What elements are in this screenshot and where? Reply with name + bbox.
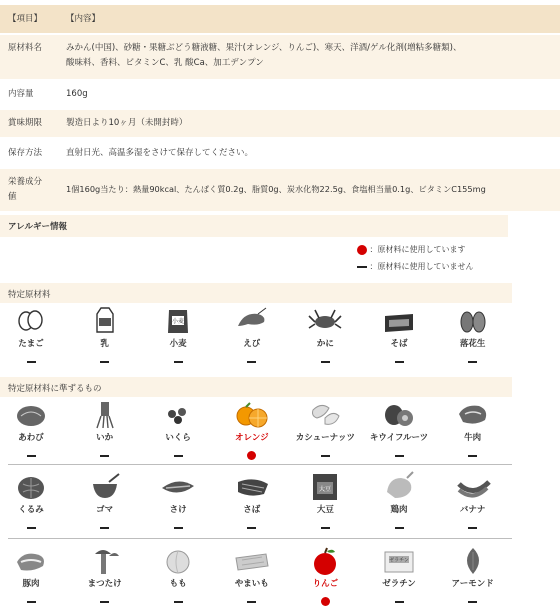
allergen-mark	[287, 517, 363, 529]
allergen-name: ゼラチン	[382, 579, 416, 589]
allergen-mark	[361, 351, 437, 363]
not-used-dash-icon	[468, 527, 477, 529]
allergen-name: 落花生	[459, 339, 486, 349]
spec-row-value-line: みかん(中国)、砂糖・果糖ぶどう糖液糖、果汁(オレンジ、りんご)、寒天、洋酒/ゲル化剤(増粘多糖類)、	[66, 43, 462, 53]
spec-row-label-line: 栄養成分	[8, 177, 43, 187]
allergy-title-bar	[0, 215, 508, 237]
allergen-item	[435, 544, 511, 603]
allergy-title: アレルギー情報	[8, 222, 67, 232]
allergen-item	[214, 398, 290, 457]
allergen-name: キウイフルーツ	[369, 433, 429, 443]
sesame-icon	[87, 470, 123, 504]
allergen-name: いくら	[165, 433, 191, 443]
allergen-mark	[0, 445, 69, 457]
not-used-dash-icon	[247, 361, 256, 363]
allergen-item	[361, 470, 437, 529]
allergen-name: いか	[96, 433, 114, 443]
not-used-dash-icon	[100, 601, 109, 603]
allergen-item	[67, 544, 143, 603]
allergen-name: 牛肉	[464, 433, 482, 443]
svg-text:小麦: 小麦	[172, 318, 185, 325]
allergen-name: オレンジ	[235, 433, 269, 443]
soba-icon	[381, 304, 417, 338]
not-used-dash-icon	[174, 527, 183, 529]
quasi-title-bar	[0, 377, 512, 397]
allergen-name: 鶏肉	[390, 505, 408, 515]
spec-row-label: 原材料名	[8, 43, 43, 53]
soybean-icon	[307, 470, 343, 504]
allergen-item	[67, 470, 143, 529]
svg-text:大豆: 大豆	[319, 486, 332, 493]
not-used-dash-icon	[27, 601, 36, 603]
chicken-icon	[381, 470, 417, 504]
allergen-name: もも	[169, 579, 187, 589]
not-used-dash-icon	[247, 527, 256, 529]
apple-icon	[307, 544, 343, 578]
svg-text:ゼラチン: ゼラチン	[389, 557, 409, 564]
allergen-item	[0, 304, 69, 363]
spec-row-value	[66, 41, 556, 71]
allergen-name: くるみ	[18, 505, 44, 515]
not-used-dash-icon	[321, 455, 330, 457]
allergen-item	[140, 398, 216, 457]
allergen-mark	[287, 351, 363, 363]
row-divider	[8, 464, 512, 465]
pork-icon	[13, 544, 49, 578]
specific-title: 特定原材料	[8, 290, 51, 300]
peach-icon	[160, 544, 196, 578]
not-used-dash-icon	[395, 601, 404, 603]
allergen-name: 豚肉	[22, 579, 40, 589]
allergen-item	[0, 544, 69, 603]
allergen-mark	[435, 445, 511, 457]
allergen-name: 小麦	[169, 339, 187, 349]
allergen-mark	[435, 517, 511, 529]
used-dot-icon	[357, 245, 367, 255]
spec-row-label	[8, 175, 42, 205]
not-used-dash-icon	[100, 361, 109, 363]
crab-icon	[307, 304, 343, 338]
abalone-icon	[13, 398, 49, 432]
specific-title-bar	[0, 283, 512, 303]
allergen-name: えび	[243, 339, 261, 349]
spec-row-label: 賞味期限	[8, 118, 43, 128]
allergen-name: ゴマ	[96, 505, 114, 515]
matsutake-icon	[87, 544, 123, 578]
spec-header-value: 【内容】	[66, 14, 101, 24]
legend-used	[357, 244, 466, 255]
allergen-item	[287, 544, 363, 603]
spec-row-content	[0, 81, 560, 108]
allergen-item	[67, 304, 143, 363]
salmon-roe-icon	[160, 398, 196, 432]
allergen-item	[287, 304, 363, 363]
allergen-mark	[67, 517, 143, 529]
allergen-item	[0, 398, 69, 457]
allergen-item	[361, 544, 437, 603]
not-used-dash-icon	[247, 601, 256, 603]
allergen-mark	[214, 517, 290, 529]
legend-not-used	[357, 261, 474, 272]
not-used-dash-icon	[321, 361, 330, 363]
not-used-dash-icon	[27, 527, 36, 529]
allergen-mark	[435, 351, 511, 363]
allergen-item	[435, 304, 511, 363]
allergen-item	[435, 470, 511, 529]
allergen-item	[0, 470, 69, 529]
spec-row-expiry	[0, 110, 560, 137]
allergen-mark	[214, 445, 290, 457]
not-used-dash-icon	[395, 361, 404, 363]
egg-icon	[13, 304, 49, 338]
allergen-mark	[214, 351, 290, 363]
allergen-mark	[0, 351, 69, 363]
milk-icon	[87, 304, 123, 338]
shrimp-icon	[234, 304, 270, 338]
quasi-title: 特定原材料に準ずるもの	[8, 384, 102, 394]
used-dot-icon	[321, 597, 330, 606]
not-used-dash-icon	[27, 361, 36, 363]
peanut-icon	[455, 304, 491, 338]
allergen-mark	[67, 445, 143, 457]
not-used-dash-icon	[395, 455, 404, 457]
allergen-mark	[140, 517, 216, 529]
allergen-name: 大豆	[316, 505, 334, 515]
salmon-icon	[160, 470, 196, 504]
kiwi-icon	[381, 398, 417, 432]
spec-row-value: 製造日より10ヶ月（未開封時）	[66, 118, 188, 128]
allergen-name: カシューナッツ	[295, 433, 355, 443]
spec-row-nutrition	[0, 169, 560, 211]
allergen-item	[140, 470, 216, 529]
mackerel-icon	[234, 470, 270, 504]
cashew-icon	[307, 398, 343, 432]
allergen-mark	[67, 591, 143, 603]
allergen-item	[361, 398, 437, 457]
allergen-mark	[435, 591, 511, 603]
not-used-dash-icon	[357, 266, 367, 268]
orange-icon	[234, 398, 270, 432]
allergen-mark	[361, 445, 437, 457]
spec-row-label: 内容量	[8, 89, 34, 99]
spec-row-value-line: 酸味料、香料、ビタミンC、乳 酸Ca、加工デンプン	[66, 58, 264, 68]
spec-row-label: 保存方法	[8, 148, 43, 158]
spec-row-storage	[0, 139, 560, 167]
yam-icon	[234, 544, 270, 578]
spec-header-row	[0, 5, 560, 33]
wheat-bag-icon	[160, 304, 196, 338]
allergen-item	[287, 398, 363, 457]
allergen-item	[214, 470, 290, 529]
banana-icon	[455, 470, 491, 504]
allergen-mark	[214, 591, 290, 603]
spec-row-value: 直射日光、高温多湿をさけて保存してください。	[66, 148, 254, 158]
allergen-item	[361, 304, 437, 363]
not-used-dash-icon	[468, 361, 477, 363]
allergen-name: アーモンド	[451, 579, 494, 589]
beef-icon	[455, 398, 491, 432]
allergen-name: そば	[390, 339, 408, 349]
not-used-dash-icon	[174, 455, 183, 457]
allergen-item	[287, 470, 363, 529]
allergen-mark	[361, 591, 437, 603]
allergen-name: たまご	[18, 339, 44, 349]
allergen-mark	[140, 591, 216, 603]
not-used-dash-icon	[321, 527, 330, 529]
allergen-name: かに	[316, 339, 334, 349]
spec-header-label: 【項目】	[8, 14, 43, 24]
allergen-name: あわび	[18, 433, 44, 443]
allergen-mark	[140, 445, 216, 457]
not-used-dash-icon	[395, 527, 404, 529]
allergen-item	[435, 398, 511, 457]
allergen-name: りんご	[312, 579, 339, 589]
allergen-item	[140, 544, 216, 603]
spec-row-label-line: 値	[8, 192, 17, 202]
allergen-item	[214, 304, 290, 363]
not-used-dash-icon	[27, 455, 36, 457]
allergen-mark	[361, 517, 437, 529]
not-used-dash-icon	[468, 601, 477, 603]
not-used-dash-icon	[100, 455, 109, 457]
allergen-item	[67, 398, 143, 457]
not-used-dash-icon	[468, 455, 477, 457]
not-used-dash-icon	[100, 527, 109, 529]
allergen-mark	[140, 351, 216, 363]
allergen-name: まつたけ	[87, 579, 122, 589]
spec-row-value: 1個160g当たり：熱量90kcal、たんぱく質0.2g、脂質0g、炭水化物22.5g、食塩相当量0.1g、ビタミンC155mg	[66, 184, 486, 194]
allergen-mark	[287, 591, 363, 603]
allergen-name: やまいも	[234, 579, 269, 589]
row-divider	[8, 538, 512, 539]
allergen-name: バナナ	[459, 505, 486, 515]
allergen-name: さけ	[169, 505, 187, 515]
allergen-mark	[67, 351, 143, 363]
spec-row-value: 160g	[66, 89, 88, 99]
allergen-item	[140, 304, 216, 363]
spec-row-ingredients	[0, 35, 560, 79]
almond-icon	[455, 544, 491, 578]
allergen-name: さば	[243, 505, 261, 515]
allergen-mark	[287, 445, 363, 457]
allergen-name: 乳	[100, 339, 109, 349]
not-used-dash-icon	[174, 361, 183, 363]
allergen-mark	[0, 591, 69, 603]
legend-used-label: ：原材料に使用しています	[369, 245, 466, 254]
squid-icon	[87, 398, 123, 432]
legend-not-used-label: ：原材料に使用していません	[369, 262, 474, 271]
used-dot-icon	[247, 451, 256, 460]
allergen-mark	[0, 517, 69, 529]
not-used-dash-icon	[174, 601, 183, 603]
gelatin-icon	[381, 544, 417, 578]
walnut-icon	[13, 470, 49, 504]
allergen-item	[214, 544, 290, 603]
